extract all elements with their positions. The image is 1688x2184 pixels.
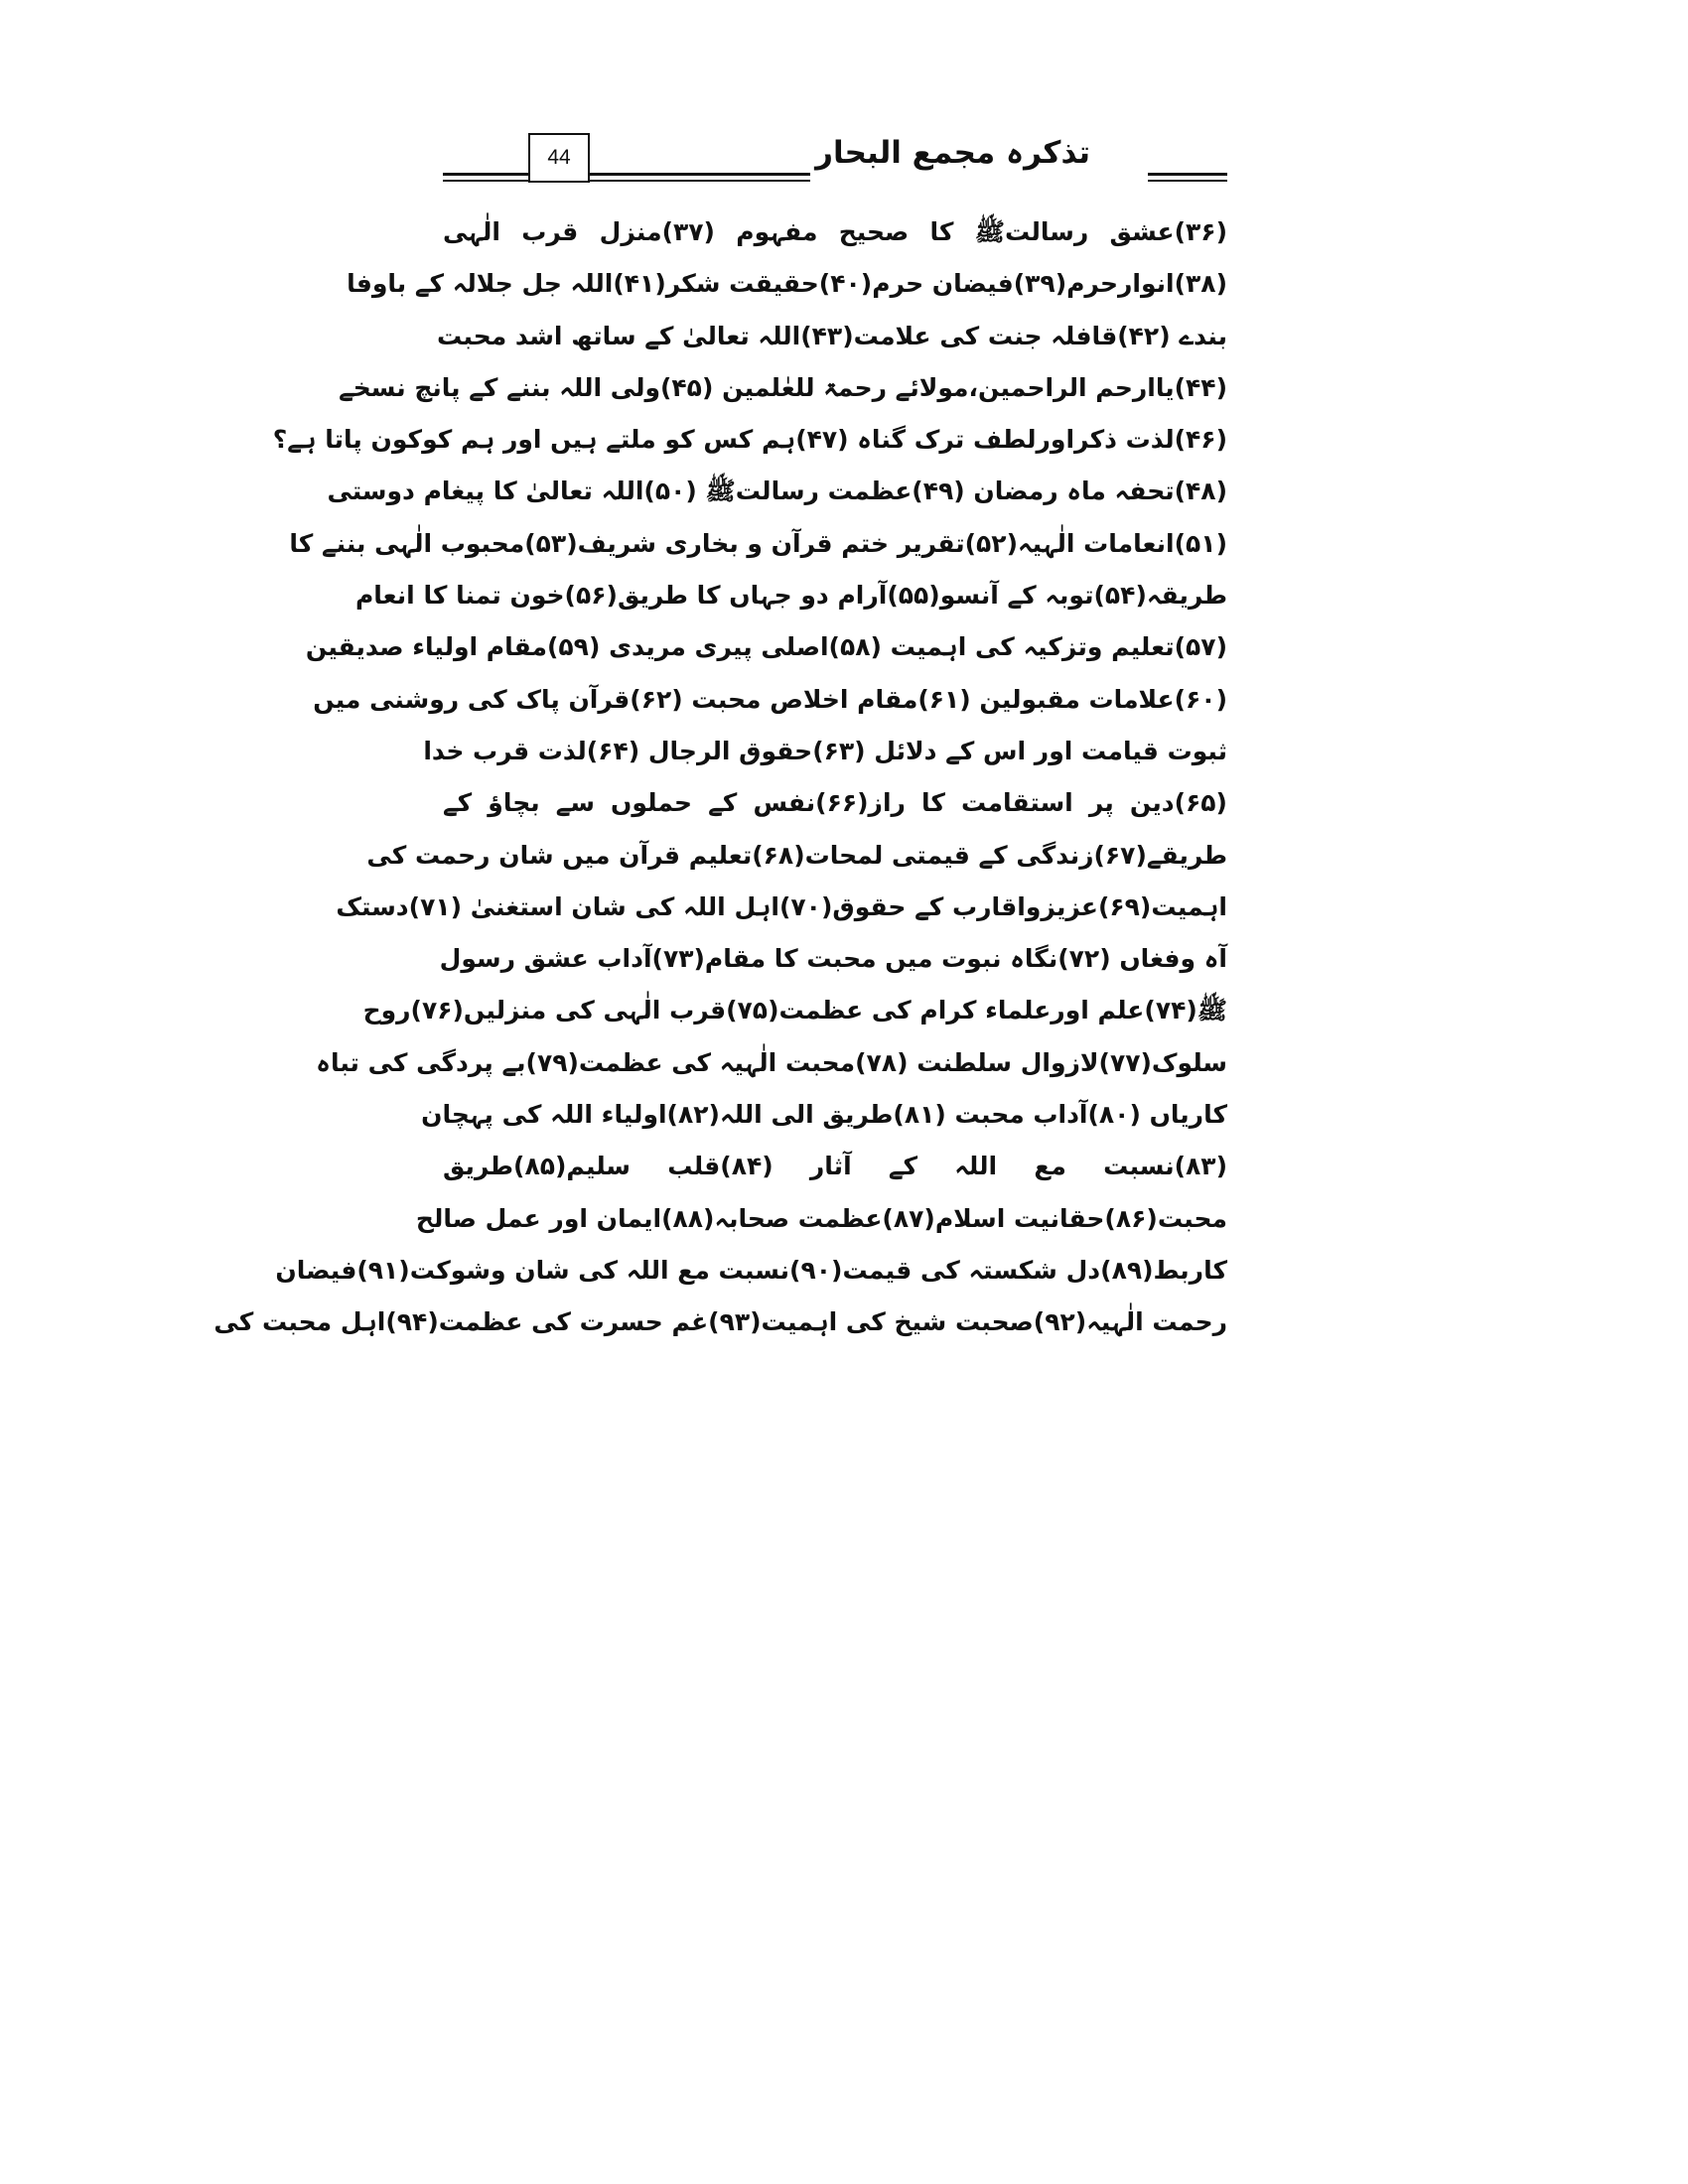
- running-header: [443, 129, 1227, 191]
- text-line: ثبوت قیامت اور اس کے دلائل (۶۳)حقوق الرجال (۶۴)لذت قرب خدا: [423, 736, 1227, 765]
- text-line: اہمیت(۶۹)عزیزواقارب کے حقوق(۷۰)اہل اللہ کی شان استغنیٰ (۷۱)دستک: [336, 891, 1227, 921]
- header-rule-right-bottom: [1148, 180, 1227, 182]
- text-line: رحمت الٰہیہ(۹۲)صحبت شیخ کی اہمیت(۹۳)غم حسرت کی عظمت(۹۴)اہل محبت کی: [213, 1307, 1227, 1337]
- text-line: (۳۶)عشق رسالتﷺ کا صحیح مفہوم (۳۷)منزل قرب الٰہی: [443, 217, 1228, 246]
- text-line: سلوک(۷۷)لازوال سلطنت (۷۸)محبت الٰہیہ کی عظمت(۷۹)بے پردگی کی تباہ: [316, 1047, 1227, 1077]
- book-title: تذکرہ مجمع البحار: [815, 135, 1090, 171]
- text-line: (۸۳)نسبت مع اللہ کے آثار (۸۴)قلب سلیم(۸۵)طریق: [443, 1152, 1228, 1181]
- text-line: بندے (۴۲)قافلہ جنت کی علامت(۴۳)اللہ تعالیٰ کے ساتھ اشد محبت: [437, 321, 1227, 350]
- text-line: محبت(۸۶)حقانیت اسلام(۸۷)عظمت صحابہ(۸۸)ایمان اور عمل صالح: [415, 1203, 1227, 1233]
- text-line: (۳۸)انوارحرم(۳۹)فیضان حرم(۴۰)حقیقت شکر(۴۱)اللہ جل جلالہ کے باوفا: [347, 269, 1227, 299]
- text-line: ﷺ(۷۴)علم اورعلماء کرام کی عظمت(۷۵)قرب الٰہی کی منزلیں(۷۶)روح: [362, 996, 1227, 1025]
- header-rule-left-bottom: [443, 180, 528, 182]
- text-line: (۴۴)یاارحم الراحمین،مولائے رحمۃ للعٰلمین (۴۵)ولی اللہ بننے کے پانچ نسخے: [339, 372, 1227, 402]
- text-line: کاریاں (۸۰)آداب محبت (۸۱)طریق الی اللہ(۸۲)اولیاء اللہ کی پہچان: [421, 1100, 1227, 1130]
- text-line: طریقے(۶۷)زندگی کے قیمتی لمحات(۶۸)تعلیم قرآن میں شان رحمت کی: [366, 840, 1227, 870]
- text-line: (۶۰)علامات مقبولین (۶۱)مقام اخلاص محبت (۶۲)قرآن پاک کی روشنی میں: [313, 684, 1227, 714]
- text-line: (۵۱)انعامات الٰہیہ(۵۲)تقریر ختم قرآن و بخاری شریف(۵۳)محبوب الٰہی بننے کا: [289, 528, 1227, 558]
- text-line: (۶۵)دین پر استقامت کا راز(۶۶)نفس کے حملوں سے بچاؤ کے: [443, 788, 1227, 818]
- table-of-contents-text: [213, 206, 1228, 1349]
- header-rule-middle-bottom: [590, 180, 810, 182]
- text-line: کاربط(۸۹)دل شکستہ کی قیمت(۹۰)نسبت مع اللہ کی شان وشوکت(۹۱)فیضان: [275, 1255, 1227, 1285]
- text-line: (۴۸)تحفہ ماہ رمضان (۴۹)عظمت رسالتﷺ (۵۰)اللہ تعالیٰ کا پیغام دوستی: [327, 477, 1227, 506]
- page-number: 44: [528, 133, 590, 183]
- header-rule-middle-top: [590, 173, 810, 176]
- text-line: آہ وفغاں (۷۲)نگاہ نبوت میں محبت کا مقام(۷۳)آداب عشق رسول: [439, 944, 1227, 974]
- text-line: (۴۶)لذت ذکراورلطف ترک گناہ (۴۷)ہم کس کو ملتے ہیں اور ہم کوکون پاتا ہے؟: [272, 425, 1227, 455]
- text-line: (۵۷)تعلیم وتزکیہ کی اہمیت (۵۸)اصلی پیری مریدی (۵۹)مقام اولیاء صدیقین: [305, 632, 1227, 662]
- header-rule-right-top: [1148, 173, 1227, 176]
- header-rule-left-top: [443, 173, 528, 176]
- text-line: طریقہ(۵۴)توبہ کے آنسو(۵۵)آرام دو جہاں کا طریق(۵۶)خون تمنا کا انعام: [354, 581, 1227, 611]
